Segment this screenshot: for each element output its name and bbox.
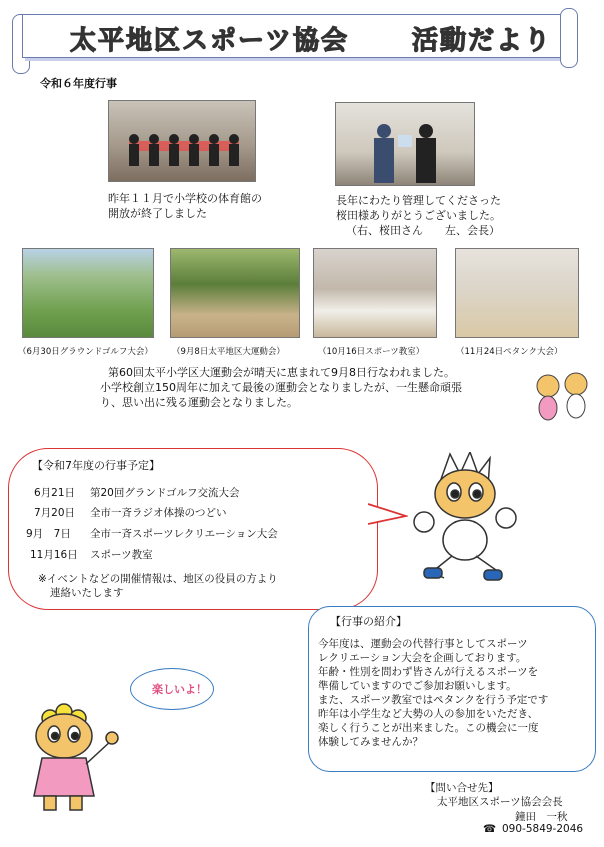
banner-scroll-right xyxy=(560,8,578,68)
sports-day-photo xyxy=(170,248,300,338)
report-line: 小学校創立150周年に加えて最後の運動会となりましたが、一生懸命頑張 xyxy=(100,381,462,394)
caption-line: 長年にわたり管理してくださった xyxy=(336,194,501,207)
note-line: ※イベントなどの開催情報は、地区の役員の方より xyxy=(38,573,278,585)
waving-mascot-icon xyxy=(12,688,122,818)
bubble-tail-icon xyxy=(368,500,408,530)
intro-line: また、スポーツ教室ではペタンクを行う予定です xyxy=(318,694,549,706)
schedule-date: 6月21日 xyxy=(34,487,76,499)
contact-org: 太平地区スポーツ協会会長 xyxy=(437,796,563,808)
gym-photo-caption xyxy=(108,191,262,221)
schedule-date: 11月16日 xyxy=(30,549,78,561)
handover-photo-caption xyxy=(336,193,501,238)
schedule-note xyxy=(38,572,328,600)
people-silhouettes-icon xyxy=(109,101,255,181)
schedule-event: 全市一斉ラジオ体操のつどい xyxy=(90,507,227,519)
schedule-date: 7月20日 xyxy=(34,507,76,519)
report-line: 第60回太平小学区大運動会が晴天に恵まれて9月8日行なわれました。 xyxy=(108,366,455,379)
intro-line: 準備していますのでご参加お願いします。 xyxy=(318,680,517,692)
banner-title: 太平地区スポーツ協会 xyxy=(70,26,349,56)
caption-line: 桜田様ありがとうございました。 xyxy=(336,209,501,222)
intro-line: レクリエーション大会を企画しております。 xyxy=(318,652,527,664)
event-caption-class: （10月16日スポーツ教室） xyxy=(318,347,425,357)
two-people-icon xyxy=(336,103,474,185)
phone-icon: ☎ xyxy=(483,823,497,835)
contact-phone: 090-5849-2046 xyxy=(502,823,584,835)
caption-line: （右、桜田さん 左、会長） xyxy=(346,224,500,237)
caption-line: 昨年１１月で小学校の体育館の xyxy=(108,192,262,205)
handover-photo xyxy=(335,102,475,186)
intro-text xyxy=(318,637,588,749)
intro-line: 楽しく行うことが出来ました。この機会に一度 xyxy=(318,722,539,734)
schedule-event: 第20回グランドゴルフ交流大会 xyxy=(90,487,240,499)
intro-heading: 【行事の紹介】 xyxy=(330,615,407,628)
mascot-speech-text: 楽しいよ！ xyxy=(152,683,207,696)
note-line: 連絡いたします xyxy=(50,587,124,599)
gym-group-photo xyxy=(108,100,256,182)
sports-class-photo xyxy=(313,248,437,338)
ground-golf-photo xyxy=(22,248,154,338)
banner-subtitle: 活動だより xyxy=(412,26,553,56)
contact-heading: 【問い合せ先】 xyxy=(425,782,499,794)
schedule-event: スポーツ教室 xyxy=(90,549,153,561)
running-mascot-icon xyxy=(410,452,520,582)
event-caption-sportsday: （9月8日太平地区大運動会） xyxy=(172,347,285,357)
contact-name: 鐘田 一秋 xyxy=(515,811,568,823)
event-caption-golf: （6月30日グラウンドゴルフ大会） xyxy=(18,347,153,357)
caption-line: 開放が終了しました xyxy=(108,207,207,220)
mascot-pair-icon xyxy=(530,370,596,426)
petanque-photo xyxy=(455,248,579,338)
sports-day-report xyxy=(100,365,520,410)
intro-line: 年齢・性別を問わず皆さんが行えるスポーツを xyxy=(318,666,539,678)
schedule-date: 9月 7日 xyxy=(26,528,71,540)
event-caption-petanque: （11月24日ペタンク大会） xyxy=(456,347,563,357)
schedule-event: 全市一斉スポーツレクリエーション大会 xyxy=(90,528,278,540)
intro-line: 体験してみませんか？ xyxy=(318,736,423,748)
intro-line: 昨年は小学生など大勢の人の参加をいただき、 xyxy=(318,708,539,720)
report-line: り、思い出に残る運動会となりました。 xyxy=(100,396,298,409)
intro-line: 今年度は、運動会の代替行事としてスポーツ xyxy=(318,638,528,650)
schedule-heading: 【令和7年度の行事予定】 xyxy=(32,459,160,472)
section-heading: 令和６年度行事 xyxy=(40,77,117,90)
